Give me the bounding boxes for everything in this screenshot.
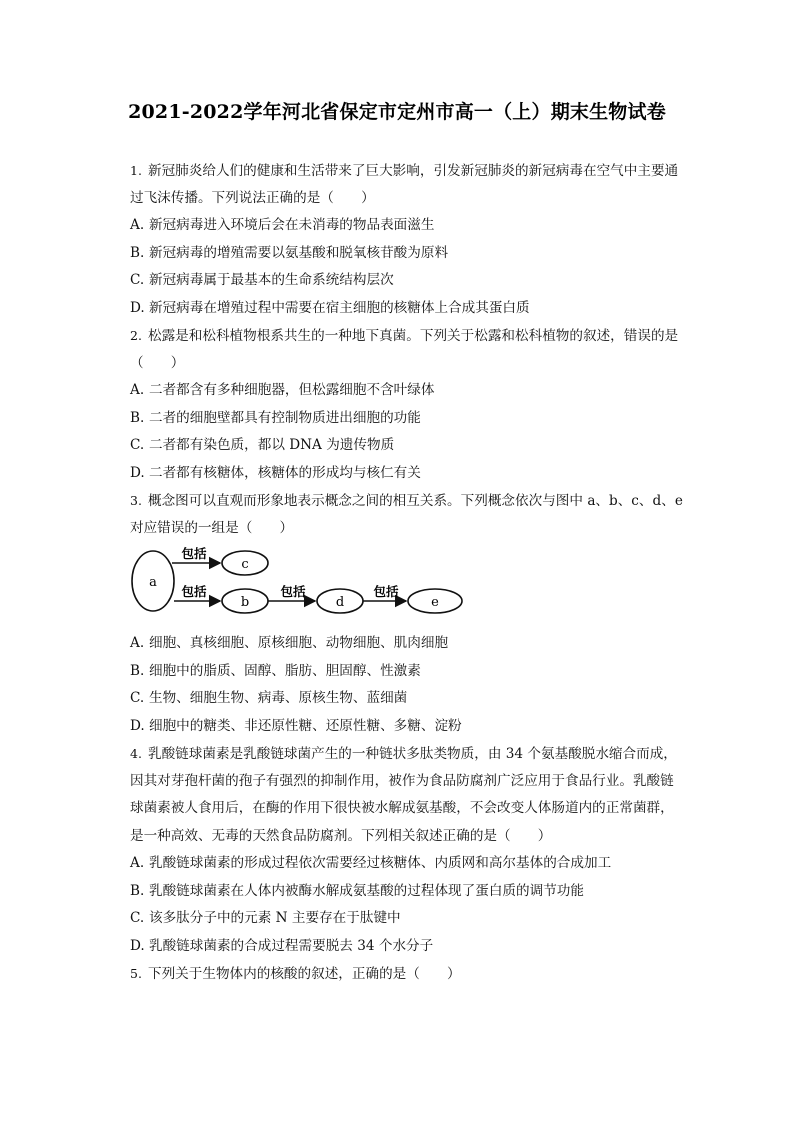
question-stem: 下列关于生物体内的核酸的叙述，正确的是（ ） xyxy=(148,966,461,982)
node-a-label: a xyxy=(149,575,157,590)
question-stem: 概念图可以直观而形象地表示概念之间的相互关系。下列概念依次与图中 a、b、c、d、e xyxy=(148,493,683,509)
node-c-label: c xyxy=(241,557,249,572)
question-2 xyxy=(130,322,696,487)
question-number: 3. xyxy=(130,493,142,508)
concept-diagram xyxy=(130,548,696,624)
edge-label: 包括 xyxy=(181,584,207,599)
option-b: B. 细胞中的脂质、固醇、脂肪、胆固醇、性激素 xyxy=(130,662,421,679)
question-stem: 对应错误的一组是（ ） xyxy=(130,519,294,536)
option-d: D. 新冠病毒在增殖过程中需要在宿主细胞的核糖体上合成其蛋白质 xyxy=(130,299,530,316)
question-stem: 新冠肺炎给人们的健康和生活带来了巨大影响，引发新冠肺炎的新冠病毒在空气中主要通 xyxy=(148,163,679,179)
question-stem: （ ） xyxy=(130,354,185,371)
edge-label: 包括 xyxy=(373,584,399,599)
question-number: 5. xyxy=(130,966,142,981)
question-number: 4. xyxy=(130,746,142,761)
question-stem: 因其对芽孢杆菌的孢子有强烈的抑制作用，被作为食品防腐剂广泛应用于食品行业。乳酸链 xyxy=(130,772,674,789)
node-b-label: b xyxy=(240,595,250,610)
edge-label: 包括 xyxy=(280,584,306,599)
option-a: A. 二者都含有多种细胞器，但松露细胞不含叶绿体 xyxy=(130,382,435,398)
option-c: C. 生物、细胞生物、病毒、原核生物、蓝细菌 xyxy=(130,690,408,706)
option-b: B. 新冠病毒的增殖需要以氨基酸和脱氧核苷酸为原料 xyxy=(130,244,449,261)
edge-label: 包括 xyxy=(181,546,207,561)
option-d: D. 细胞中的糖类、非还原性糖、还原性糖、多糖、淀粉 xyxy=(130,717,462,734)
question-3 xyxy=(130,487,696,740)
question-number: 2. xyxy=(130,328,142,343)
question-stem: 是一种高效、无毒的天然食品防腐剂。下列相关叙述正确的是（ ） xyxy=(130,827,552,844)
question-stem: 乳酸链球菌素是乳酸链球菌产生的一种链状多肽类物质，由 34 个氨基酸脱水缩合而成， xyxy=(148,746,677,762)
option-c: C. 该多肽分子中的元素 N 主要存在于肽键中 xyxy=(130,910,401,926)
question-1 xyxy=(130,157,696,322)
node-e-label: e xyxy=(431,595,439,610)
question-stem: 球菌素被人食用后，在酶的作用下很快被水解成氨基酸，不会改变人体肠道内的正常菌群， xyxy=(130,800,674,816)
page-title: 2021-2022学年河北省保定市定州市高一（上）期末生物试卷 xyxy=(128,101,666,123)
option-a: A. 新冠病毒进入环境后会在未消毒的物品表面滋生 xyxy=(130,217,435,233)
option-b: B. 二者的细胞壁都具有控制物质进出细胞的功能 xyxy=(130,409,421,426)
question-4 xyxy=(130,740,696,960)
option-c: C. 新冠病毒属于最基本的生命系统结构层次 xyxy=(130,272,394,288)
concept-diagram-svg xyxy=(130,548,470,624)
option-d: D. 二者都有核糖体，核糖体的形成均与核仁有关 xyxy=(130,464,421,481)
question-stem: 过飞沫传播。下列说法正确的是（ ） xyxy=(130,189,375,206)
node-d-label: d xyxy=(335,595,345,610)
question-number: 1. xyxy=(130,163,142,178)
option-a: A. 细胞、真核细胞、原核细胞、动物细胞、肌肉细胞 xyxy=(130,635,449,651)
option-d: D. 乳酸链球菌素的合成过程需要脱去 34 个水分子 xyxy=(130,937,434,954)
question-list xyxy=(130,157,696,988)
option-c: C. 二者都有染色质，都以 DNA 为遗传物质 xyxy=(130,437,395,453)
question-5 xyxy=(130,960,696,988)
option-a: A. 乳酸链球菌素的形成过程依次需要经过核糖体、内质网和高尔基体的合成加工 xyxy=(130,855,612,871)
option-b: B. 乳酸链球菌素在人体内被酶水解成氨基酸的过程体现了蛋白质的调节功能 xyxy=(130,882,584,899)
question-stem: 松露是和松科植物根系共生的一种地下真菌。下列关于松露和松科植物的叙述，错误的是 xyxy=(148,328,679,344)
